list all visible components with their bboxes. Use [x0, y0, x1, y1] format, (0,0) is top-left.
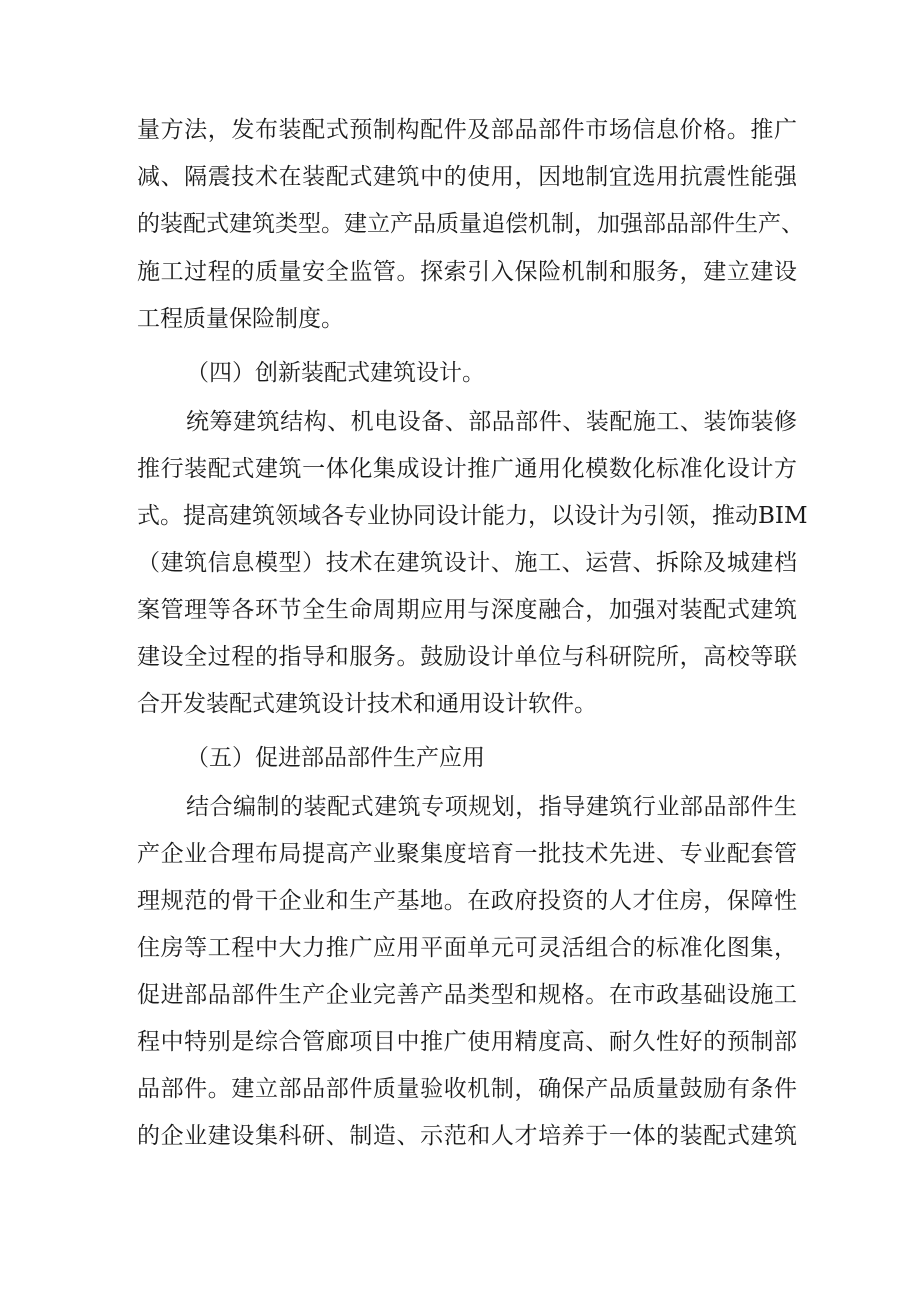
paragraph-2-line-3: 式。提高建筑领域各专业协同设计能力，以设计为引领，推动BIM [137, 503, 808, 529]
paragraph-2-line-4: （建筑信息模型）技术在建筑设计、施工、运营、拆除及城建档 [137, 550, 797, 576]
section-heading-4: （四）创新装配式建筑设计。 [186, 360, 485, 386]
section-heading-5: （五）促进部品部件生产应用 [186, 745, 485, 771]
paragraph-2-line-7: 合开发装配式建筑设计技术和通用设计软件。 [137, 691, 597, 717]
paragraph-3-line-3: 理规范的骨干企业和生产基地。在政府投资的人才住房，保障性 [137, 888, 797, 914]
paragraph-1-line-2: 减、隔震技术在装配式建筑中的使用，因地制宜选用抗震性能强 [137, 164, 797, 190]
paragraph-3-line-6: 程中特别是综合管廊项目中推广使用精度高、耐久性好的预制部 [137, 1029, 797, 1055]
paragraph-2-line-2: 推行装配式建筑一体化集成设计推广通用化模数化标准化设计方 [137, 456, 797, 482]
paragraph-1-line-4: 施工过程的质量安全监管。探索引入保险机制和服务，建立建设 [137, 259, 797, 285]
paragraph-1-line-3: 的装配式建筑类型。建立产品质量追偿机制，加强部品部件生产、 [137, 211, 804, 237]
paragraph-3-line-7: 品部件。建立部品部件质量验收机制，确保产品质量鼓励有条件 [137, 1076, 797, 1102]
paragraph-3-line-2: 产企业合理布局提高产业聚集度培育一批技术先进、专业配套管 [137, 841, 797, 867]
paragraph-3-line-4: 住房等工程中大力推广应用平面单元可灵活组合的标准化图集， [137, 935, 797, 961]
paragraph-2-line-5: 案管理等各环节全生命周期应用与深度融合，加强对装配式建筑 [137, 597, 797, 623]
paragraph-2-line-6: 建设全过程的指导和服务。鼓励设计单位与科研院所，高校等联 [137, 644, 797, 670]
paragraph-1-line-1: 量方法，发布装配式预制构配件及部品部件市场信息价格。推广 [137, 117, 797, 143]
paragraph-3-line-8: 的企业建设集科研、制造、示范和人才培养于一体的装配式建筑 [137, 1123, 797, 1149]
paragraph-3-line-5: 促进部品部件生产企业完善产品类型和规格。在市政基础设施工 [137, 982, 797, 1008]
paragraph-3-line-1: 结合编制的装配式建筑专项规划，指导建筑行业部品部件生 [186, 794, 797, 820]
paragraph-2-line-1: 统筹建筑结构、机电设备、部品部件、装配施工、装饰装修 [186, 409, 797, 435]
paragraph-1-line-5: 工程质量保险制度。 [137, 306, 344, 332]
